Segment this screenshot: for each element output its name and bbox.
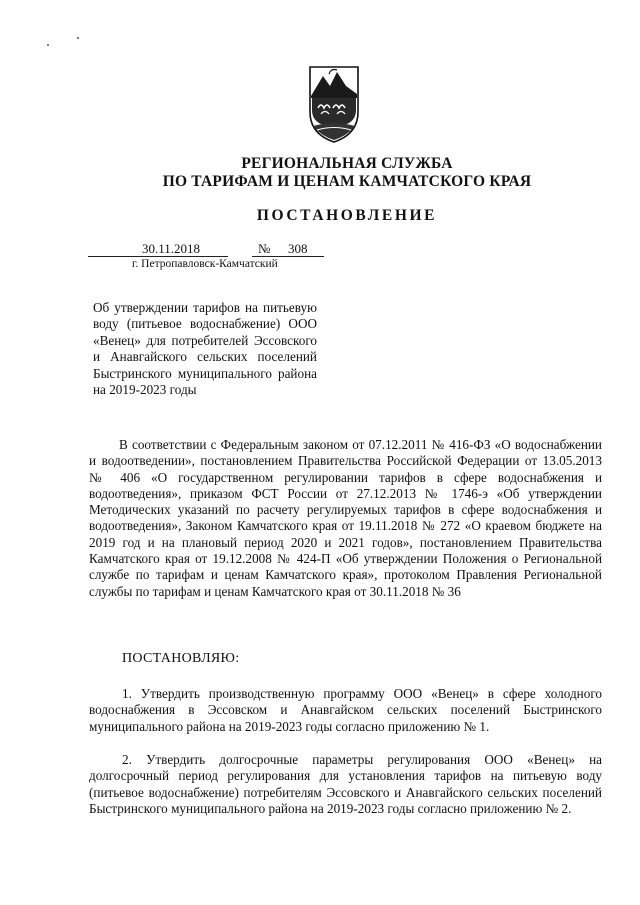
document-city: г. Петропавловск-Камчатский xyxy=(132,258,278,270)
document-subject: Об утверждении тарифов на питьевую воду (питьевое водоснабжение) ООО «Венец» для потребителей Эссовского и Анавгайского сельских поселений Быстринского муниципального района на 2019-2023 годы xyxy=(93,300,317,398)
decree-item-2: 2. Утвердить долгосрочные параметры регулирования ООО «Венец» на долгосрочный период регулирования для установления тарифов на питьевую воду (питьевое водоснабжение) потребителям Эссовского и Анавгайского сельских поселений Быстринского муниципального района на 2019-2023 годы согласно приложению № 2. xyxy=(89,752,602,816)
number-sign: № xyxy=(258,241,271,256)
document-date: 30.11.2018 xyxy=(142,241,201,256)
document-number: 308 xyxy=(288,241,308,256)
preamble-paragraph: В соответствии с Федеральным законом от 07.12.2011 № 416-ФЗ «О водоснабжении и водоотведении», постановлением Правительства Российской Федерации от 13.05.2013 № 406 «О государственном регулировании тарифов в сфере водоснабжения и водоотведения», приказом ФСТ России от 27.12.2013 № 1746-э «Об утверждении Методических указаний по расчету регулируемых тарифов в сфере водоснабжения и водоотведения», Законом Камчатского края от 19.11.2018 № 272 «О краевом бюджете на 2019 год и на плановый период 2020 и 2021 годов», постановлением Правительства Камчатского края от 19.12.2008 № 424-П «Об утверждении Положения о Региональной службе по тарифам и ценам Камчатского края», протоколом Правления Региональной службы по тарифам и ценам Камчатского края от 30.11.2018 № 36 xyxy=(89,437,602,599)
decree-item-1: 1. Утвердить производственную программу ООО «Венец» в сфере холодного водоснабжения в Эссовском и Анавгайском сельских поселений Быстринского муниципального района на 2019-2023 годы согласно приложению № 1. xyxy=(89,686,602,734)
kamchatka-coat-of-arms-icon xyxy=(307,64,361,144)
scan-speck xyxy=(77,37,79,39)
decree-heading: ПОСТАНОВЛЯЮ: xyxy=(122,651,240,666)
number-underline xyxy=(252,256,324,257)
org-name-line-2: ПО ТАРИФАМ И ЦЕНАМ КАМЧАТСКОГО КРАЯ xyxy=(162,173,532,190)
document-type-title: ПОСТАНОВЛЕНИЕ xyxy=(256,207,438,224)
date-underline xyxy=(88,256,228,257)
org-name-line-1: РЕГИОНАЛЬНАЯ СЛУЖБА xyxy=(241,155,453,172)
scan-speck xyxy=(47,44,49,46)
